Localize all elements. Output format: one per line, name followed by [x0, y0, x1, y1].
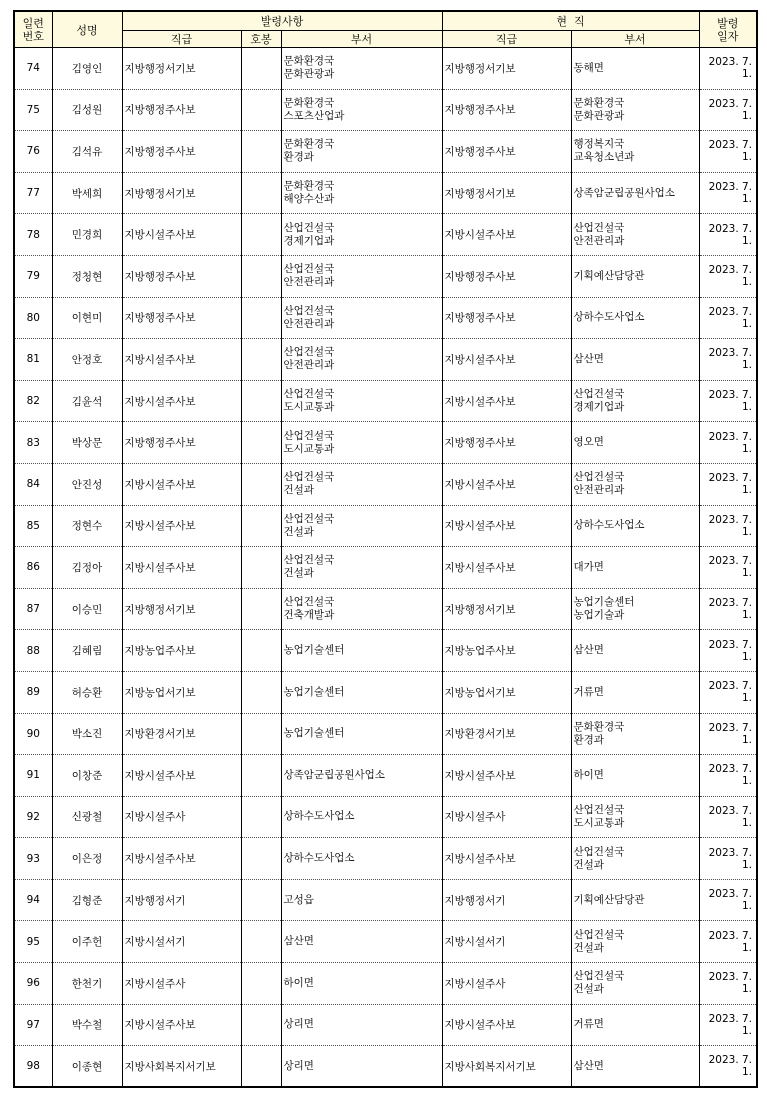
cell-name: 정청현	[52, 255, 122, 297]
cell-rank: 지방농업주사보	[122, 630, 241, 672]
cell-name: 김성원	[52, 89, 122, 131]
cell-current-dept: 상하수도사업소	[571, 297, 699, 339]
cell-rank: 지방사회복지서기보	[122, 1046, 241, 1088]
cell-dept: 농업기술센터	[281, 713, 442, 755]
cell-current-dept: 농업기술센터 농업기술과	[571, 588, 699, 630]
table-row	[14, 963, 757, 1005]
cell-current-rank: 지방행정주사보	[442, 89, 571, 131]
cell-dept: 산업건설국 안전관리과	[281, 297, 442, 339]
cell-name: 박소진	[52, 713, 122, 755]
cell-name: 허승환	[52, 671, 122, 713]
cell-appointment-date: 2023. 7. 1.	[699, 838, 757, 880]
cell-serial-number: 75	[14, 89, 52, 131]
cell-current-dept: 산업건설국 도시교통과	[571, 796, 699, 838]
cell-dept: 상하수도사업소	[281, 838, 442, 880]
cell-serial-number: 86	[14, 547, 52, 589]
cell-serial-number: 74	[14, 48, 52, 90]
cell-rank: 지방시설서기	[122, 921, 241, 963]
cell-name: 안진성	[52, 463, 122, 505]
cell-grade	[241, 297, 281, 339]
cell-grade	[241, 172, 281, 214]
cell-grade	[241, 48, 281, 90]
cell-rank: 지방시설주사보	[122, 380, 241, 422]
header-current-dept: 부서	[571, 31, 699, 48]
cell-grade	[241, 131, 281, 173]
cell-appointment-date: 2023. 7. 1.	[699, 796, 757, 838]
cell-appointment-date: 2023. 7. 1.	[699, 671, 757, 713]
cell-grade	[241, 879, 281, 921]
cell-rank: 지방시설주사	[122, 796, 241, 838]
cell-name: 김형준	[52, 879, 122, 921]
cell-appointment-date: 2023. 7. 1.	[699, 131, 757, 173]
cell-serial-number: 80	[14, 297, 52, 339]
cell-dept: 산업건설국 건설과	[281, 505, 442, 547]
cell-grade	[241, 755, 281, 797]
cell-name: 이현미	[52, 297, 122, 339]
cell-appointment-date: 2023. 7. 1.	[699, 463, 757, 505]
cell-current-dept: 문화환경국 환경과	[571, 713, 699, 755]
cell-current-dept: 기획예산담당관	[571, 255, 699, 297]
cell-rank: 지방행정주사보	[122, 255, 241, 297]
cell-current-dept: 행정복지국 교육청소년과	[571, 131, 699, 173]
cell-name: 김윤석	[52, 380, 122, 422]
cell-dept: 문화환경국 해양수산과	[281, 172, 442, 214]
cell-name: 김영인	[52, 48, 122, 90]
cell-name: 이은정	[52, 838, 122, 880]
table-header	[14, 11, 757, 48]
cell-rank: 지방시설주사보	[122, 339, 241, 381]
cell-current-rank: 지방시설주사보	[442, 838, 571, 880]
cell-grade	[241, 89, 281, 131]
cell-current-rank: 지방행정주사보	[442, 255, 571, 297]
cell-current-dept: 기획예산담당관	[571, 879, 699, 921]
cell-name: 신광철	[52, 796, 122, 838]
cell-current-rank: 지방시설서기	[442, 921, 571, 963]
cell-rank: 지방행정서기보	[122, 48, 241, 90]
cell-serial-number: 82	[14, 380, 52, 422]
cell-name: 이종현	[52, 1046, 122, 1088]
table-row	[14, 1004, 757, 1046]
cell-dept: 상리면	[281, 1046, 442, 1088]
cell-name: 박상문	[52, 422, 122, 464]
cell-serial-number: 84	[14, 463, 52, 505]
cell-serial-number: 87	[14, 588, 52, 630]
cell-current-dept: 거류면	[571, 671, 699, 713]
cell-grade	[241, 505, 281, 547]
cell-appointment-date: 2023. 7. 1.	[699, 255, 757, 297]
cell-dept: 상리면	[281, 1004, 442, 1046]
table-row	[14, 713, 757, 755]
cell-dept: 산업건설국 건설과	[281, 463, 442, 505]
cell-grade	[241, 214, 281, 256]
cell-appointment-date: 2023. 7. 1.	[699, 630, 757, 672]
cell-rank: 지방시설주사보	[122, 1004, 241, 1046]
cell-dept: 농업기술센터	[281, 630, 442, 672]
cell-current-rank: 지방시설주사보	[442, 1004, 571, 1046]
cell-appointment-date: 2023. 7. 1.	[699, 755, 757, 797]
cell-dept: 문화환경국 환경과	[281, 131, 442, 173]
cell-serial-number: 76	[14, 131, 52, 173]
cell-current-rank: 지방농업주사보	[442, 630, 571, 672]
cell-grade	[241, 838, 281, 880]
cell-appointment-date: 2023. 7. 1.	[699, 214, 757, 256]
cell-grade	[241, 1004, 281, 1046]
cell-name: 이창준	[52, 755, 122, 797]
cell-grade	[241, 339, 281, 381]
cell-name: 한천기	[52, 963, 122, 1005]
table-row	[14, 588, 757, 630]
cell-name: 이주헌	[52, 921, 122, 963]
cell-serial-number: 81	[14, 339, 52, 381]
cell-serial-number: 95	[14, 921, 52, 963]
cell-grade	[241, 463, 281, 505]
table-row	[14, 172, 757, 214]
table-row	[14, 255, 757, 297]
cell-appointment-date: 2023. 7. 1.	[699, 1046, 757, 1088]
cell-grade	[241, 713, 281, 755]
table-row	[14, 879, 757, 921]
table-row	[14, 1046, 757, 1088]
cell-grade	[241, 796, 281, 838]
table-row	[14, 755, 757, 797]
cell-rank: 지방행정서기	[122, 879, 241, 921]
cell-serial-number: 83	[14, 422, 52, 464]
cell-grade	[241, 630, 281, 672]
cell-appointment-date: 2023. 7. 1.	[699, 921, 757, 963]
cell-rank: 지방행정주사보	[122, 131, 241, 173]
cell-grade	[241, 1046, 281, 1088]
cell-serial-number: 91	[14, 755, 52, 797]
table-row	[14, 671, 757, 713]
cell-appointment-date: 2023. 7. 1.	[699, 380, 757, 422]
cell-rank: 지방행정서기보	[122, 172, 241, 214]
cell-serial-number: 98	[14, 1046, 52, 1088]
cell-current-dept: 산업건설국 건설과	[571, 921, 699, 963]
cell-appointment-date: 2023. 7. 1.	[699, 505, 757, 547]
table-row	[14, 48, 757, 90]
cell-grade	[241, 921, 281, 963]
cell-serial-number: 96	[14, 963, 52, 1005]
cell-serial-number: 78	[14, 214, 52, 256]
cell-rank: 지방환경서기보	[122, 713, 241, 755]
cell-current-rank: 지방환경서기보	[442, 713, 571, 755]
header-current-position: 현 직	[442, 11, 699, 31]
cell-appointment-date: 2023. 7. 1.	[699, 547, 757, 589]
table-row	[14, 131, 757, 173]
table-row	[14, 630, 757, 672]
cell-current-rank: 지방행정서기보	[442, 172, 571, 214]
cell-current-rank: 지방시설주사보	[442, 214, 571, 256]
cell-current-rank: 지방시설주사보	[442, 339, 571, 381]
cell-dept: 삼산면	[281, 921, 442, 963]
cell-dept: 산업건설국 안전관리과	[281, 255, 442, 297]
cell-current-rank: 지방행정주사보	[442, 297, 571, 339]
cell-dept: 산업건설국 건축개발과	[281, 588, 442, 630]
cell-name: 박세희	[52, 172, 122, 214]
cell-name: 김혜림	[52, 630, 122, 672]
table-row	[14, 380, 757, 422]
cell-current-dept: 삼산면	[571, 1046, 699, 1088]
header-rank: 직급	[122, 31, 241, 48]
cell-dept: 상족암군립공원사업소	[281, 755, 442, 797]
cell-grade	[241, 963, 281, 1005]
cell-name: 김석유	[52, 131, 122, 173]
cell-current-rank: 지방행정주사보	[442, 422, 571, 464]
cell-rank: 지방행정주사보	[122, 297, 241, 339]
cell-dept: 산업건설국 도시교통과	[281, 380, 442, 422]
table-row	[14, 297, 757, 339]
cell-appointment-date: 2023. 7. 1.	[699, 48, 757, 90]
cell-appointment-date: 2023. 7. 1.	[699, 297, 757, 339]
cell-dept: 문화환경국 문화관광과	[281, 48, 442, 90]
cell-dept: 고성읍	[281, 879, 442, 921]
cell-name: 김정아	[52, 547, 122, 589]
table-row	[14, 463, 757, 505]
cell-serial-number: 94	[14, 879, 52, 921]
cell-rank: 지방시설주사보	[122, 547, 241, 589]
table-row	[14, 547, 757, 589]
cell-current-dept: 산업건설국 경제기업과	[571, 380, 699, 422]
cell-name: 정현수	[52, 505, 122, 547]
cell-current-dept: 상하수도사업소	[571, 505, 699, 547]
cell-dept: 농업기술센터	[281, 671, 442, 713]
cell-current-rank: 지방시설주사보	[442, 755, 571, 797]
personnel-appointment-table	[13, 10, 758, 1088]
cell-grade	[241, 255, 281, 297]
cell-current-dept: 산업건설국 건설과	[571, 963, 699, 1005]
cell-rank: 지방시설주사	[122, 963, 241, 1005]
cell-rank: 지방시설주사보	[122, 214, 241, 256]
table-row	[14, 422, 757, 464]
header-grade: 호봉	[241, 31, 281, 48]
cell-dept: 하이면	[281, 963, 442, 1005]
cell-current-rank: 지방시설주사보	[442, 505, 571, 547]
cell-current-dept: 산업건설국 건설과	[571, 838, 699, 880]
cell-dept: 문화환경국 스포츠산업과	[281, 89, 442, 131]
table-row	[14, 796, 757, 838]
cell-current-dept: 대가면	[571, 547, 699, 589]
cell-appointment-date: 2023. 7. 1.	[699, 879, 757, 921]
cell-current-dept: 동해면	[571, 48, 699, 90]
cell-grade	[241, 588, 281, 630]
cell-appointment-date: 2023. 7. 1.	[699, 89, 757, 131]
table-row	[14, 505, 757, 547]
cell-rank: 지방시설주사보	[122, 505, 241, 547]
cell-rank: 지방행정서기보	[122, 588, 241, 630]
cell-grade	[241, 547, 281, 589]
cell-name: 안정호	[52, 339, 122, 381]
header-dept: 부서	[281, 31, 442, 48]
cell-appointment-date: 2023. 7. 1.	[699, 339, 757, 381]
cell-rank: 지방시설주사보	[122, 838, 241, 880]
cell-current-dept: 영오면	[571, 422, 699, 464]
cell-rank: 지방행정주사보	[122, 422, 241, 464]
table-row	[14, 921, 757, 963]
cell-grade	[241, 422, 281, 464]
header-serial-number: 일련 번호	[14, 11, 52, 48]
cell-current-rank: 지방행정서기보	[442, 48, 571, 90]
cell-current-rank: 지방시설주사보	[442, 380, 571, 422]
cell-name: 민경희	[52, 214, 122, 256]
cell-current-rank: 지방시설주사보	[442, 547, 571, 589]
cell-serial-number: 79	[14, 255, 52, 297]
cell-dept: 산업건설국 도시교통과	[281, 422, 442, 464]
cell-current-dept: 거류면	[571, 1004, 699, 1046]
cell-appointment-date: 2023. 7. 1.	[699, 422, 757, 464]
cell-current-dept: 산업건설국 안전관리과	[571, 214, 699, 256]
cell-rank: 지방시설주사보	[122, 463, 241, 505]
cell-serial-number: 93	[14, 838, 52, 880]
table-row	[14, 89, 757, 131]
header-name: 성명	[52, 11, 122, 48]
cell-current-rank: 지방시설주사	[442, 963, 571, 1005]
cell-appointment-date: 2023. 7. 1.	[699, 172, 757, 214]
cell-current-dept: 삼산면	[571, 630, 699, 672]
cell-serial-number: 89	[14, 671, 52, 713]
header-appointment: 발령사항	[122, 11, 442, 31]
cell-appointment-date: 2023. 7. 1.	[699, 1004, 757, 1046]
cell-appointment-date: 2023. 7. 1.	[699, 713, 757, 755]
cell-current-rank: 지방행정서기보	[442, 588, 571, 630]
cell-current-rank: 지방농업서기보	[442, 671, 571, 713]
cell-current-rank: 지방행정주사보	[442, 131, 571, 173]
cell-serial-number: 92	[14, 796, 52, 838]
cell-current-rank: 지방시설주사보	[442, 463, 571, 505]
cell-rank: 지방시설주사보	[122, 755, 241, 797]
cell-serial-number: 97	[14, 1004, 52, 1046]
cell-serial-number: 77	[14, 172, 52, 214]
cell-grade	[241, 380, 281, 422]
cell-dept: 상하수도사업소	[281, 796, 442, 838]
cell-serial-number: 85	[14, 505, 52, 547]
cell-name: 이승민	[52, 588, 122, 630]
table-body	[14, 48, 757, 1088]
cell-serial-number: 90	[14, 713, 52, 755]
cell-name: 박수철	[52, 1004, 122, 1046]
cell-dept: 산업건설국 경제기업과	[281, 214, 442, 256]
cell-current-dept: 산업건설국 안전관리과	[571, 463, 699, 505]
table-row	[14, 339, 757, 381]
cell-current-dept: 상족암군립공원사업소	[571, 172, 699, 214]
cell-appointment-date: 2023. 7. 1.	[699, 963, 757, 1005]
cell-dept: 산업건설국 건설과	[281, 547, 442, 589]
cell-appointment-date: 2023. 7. 1.	[699, 588, 757, 630]
header-current-rank: 직급	[442, 31, 571, 48]
table-row	[14, 214, 757, 256]
table-row	[14, 838, 757, 880]
cell-current-dept: 하이면	[571, 755, 699, 797]
cell-current-rank: 지방시설주사	[442, 796, 571, 838]
cell-current-rank: 지방행정서기	[442, 879, 571, 921]
cell-current-rank: 지방사회복지서기보	[442, 1046, 571, 1088]
cell-dept: 산업건설국 안전관리과	[281, 339, 442, 381]
cell-serial-number: 88	[14, 630, 52, 672]
header-appointment-date: 발령 일자	[699, 11, 757, 48]
cell-rank: 지방행정주사보	[122, 89, 241, 131]
cell-rank: 지방농업서기보	[122, 671, 241, 713]
cell-current-dept: 문화환경국 문화관광과	[571, 89, 699, 131]
cell-current-dept: 삼산면	[571, 339, 699, 381]
cell-grade	[241, 671, 281, 713]
